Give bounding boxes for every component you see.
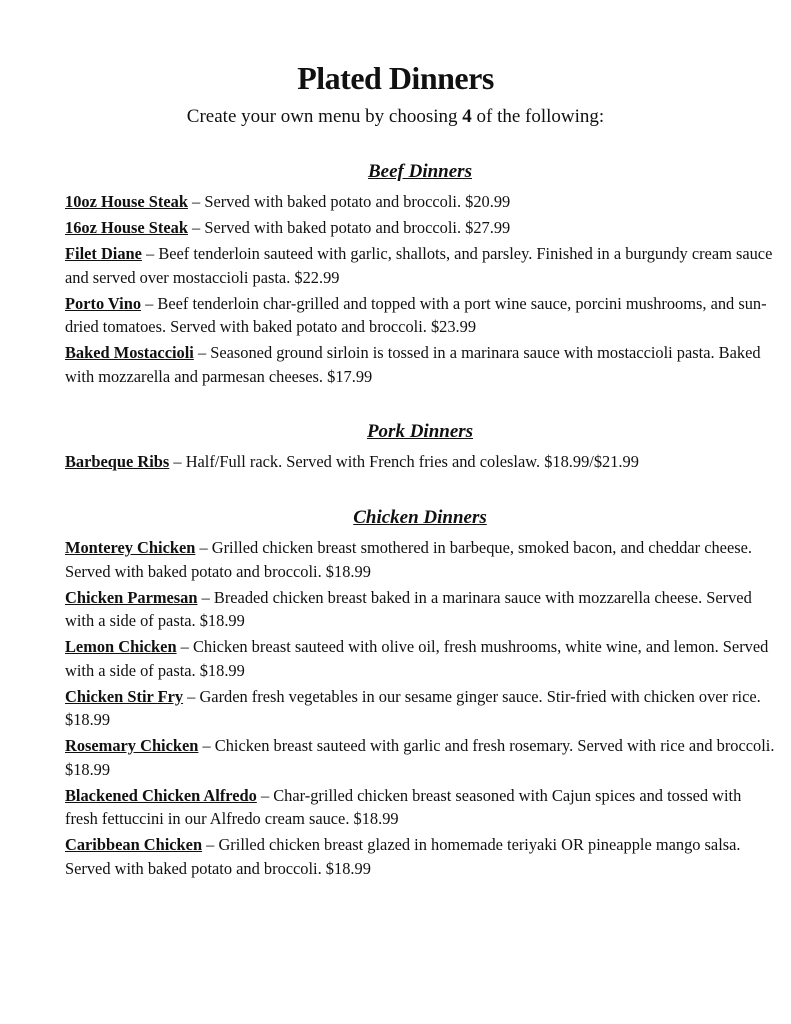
menu-item-name: Chicken Parmesan: [65, 587, 198, 607]
subtitle-lead: Create your own menu by choosing: [186, 106, 463, 127]
menu-item-name: Rosemary Chicken: [65, 736, 199, 755]
menu-item-name: Barbeque Ribs: [65, 452, 170, 471]
page-title: Plated Dinners: [297, 60, 494, 96]
menu-item: [65, 450, 775, 474]
page-subtitle: [0, 106, 791, 128]
menu-item-name: Chicken Stir Fry: [65, 686, 184, 706]
menu-item: [65, 784, 775, 831]
menu-item-description: – Served with baked potato and broccoli. $20.99: [187, 192, 511, 211]
menu-item-description: – Seasoned ground sirloin is tossed in a marinara sauce with mostaccioli pasta. Baked with mozzarella and parmesan cheeses. $17.99: [65, 343, 761, 386]
menu-item-description: – Served with baked potato and broccoli. $27.99: [187, 218, 511, 237]
menu-item: [65, 242, 775, 289]
subtitle-count: 4: [462, 106, 472, 127]
section-chicken-dinners: [65, 506, 775, 883]
section-beef-dinners: [65, 160, 775, 391]
menu-item-name: Porto Vino: [65, 293, 142, 313]
menu-item-description: – Breaded chicken breast baked in a marinara sauce with mozzarella cheese. Served with a side of pasta. $18.99: [65, 587, 752, 630]
menu-item-description: – Chicken breast sauteed with olive oil, fresh mushrooms, white wine, and lemon. Served with a side of pasta. $18.99: [65, 637, 769, 680]
section-pork-dinners: [65, 420, 775, 476]
menu-item: [65, 833, 775, 880]
menu-item-description: – Grilled chicken breast glazed in homemade teriyaki OR pineapple mango salsa. Served with baked potato and broccoli. $18.99: [65, 835, 741, 878]
menu-item-name: 16oz House Steak: [65, 218, 188, 237]
menu-item-description: – Char-grilled chicken breast seasoned with Cajun spices and tossed with fresh fettuccini in our Alfredo cream sauce. $18.99: [65, 785, 742, 828]
menu-item: [65, 734, 775, 781]
menu-item-description: – Grilled chicken breast smothered in barbeque, smoked bacon, and cheddar cheese. Served with baked potato and broccoli. $18.99: [65, 538, 752, 581]
menu-item-name: Filet Diane: [65, 244, 142, 263]
menu-item-description: – Chicken breast sauteed with garlic and fresh rosemary. Served with rice and broccoli. $18.99: [65, 736, 775, 779]
section-heading: Pork Dinners: [366, 421, 474, 442]
menu-item: [65, 190, 775, 214]
menu-item-name: Baked Mostaccioli: [65, 343, 194, 362]
menu-item: [65, 536, 775, 583]
section-heading: Chicken Dinners: [353, 507, 487, 528]
menu-item-description: – Half/Full rack. Served with French fries and coleslaw. $18.99/$21.99: [169, 452, 639, 471]
menu-item-description: – Garden fresh vegetables in our sesame ginger sauce. Stir-fried with chicken over rice. $18.99: [65, 686, 761, 729]
subtitle-tail: of the following:: [471, 106, 605, 127]
menu-item-name: Monterey Chicken: [65, 538, 196, 557]
menu-item: [65, 635, 775, 682]
section-heading: Beef Dinners: [368, 161, 472, 182]
menu-item-name: Caribbean Chicken: [65, 835, 203, 854]
menu-item: [65, 341, 775, 388]
menu-item: [65, 292, 775, 339]
menu-item-name: 10oz House Steak: [65, 192, 188, 211]
menu-item: [65, 685, 775, 732]
menu-item-name: Blackened Chicken Alfredo: [65, 785, 257, 805]
menu-item: [65, 586, 775, 633]
menu-item: [65, 216, 775, 240]
menu-item-name: Lemon Chicken: [65, 637, 177, 656]
menu-item-description: – Beef tenderloin sauteed with garlic, shallots, and parsley. Finished in a burgundy cream sauce and served over mostaccioli pasta. $22.99: [65, 244, 773, 287]
menu-item-description: – Beef tenderloin char-grilled and topped with a port wine sauce, porcini mushrooms, and sun-dried tomatoes. Served with baked potato and broccoli. $23.99: [65, 293, 767, 336]
